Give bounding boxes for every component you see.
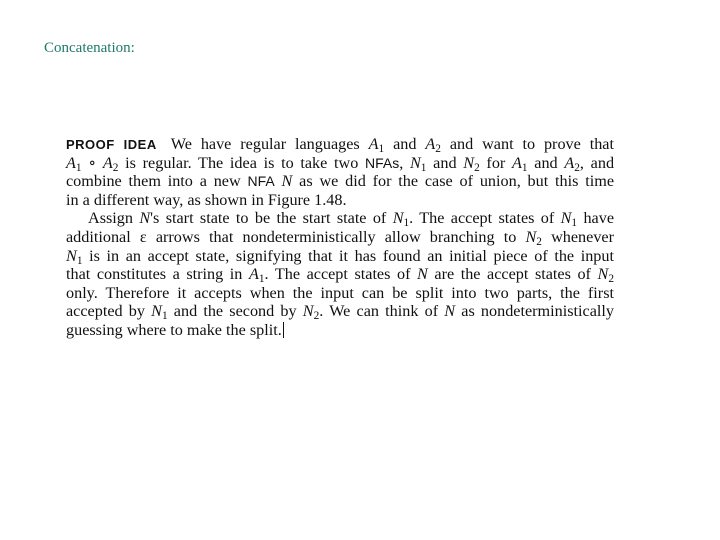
math-N: N [417,265,428,284]
subscript: 1 [75,161,82,174]
proof-idea-label: PROOF IDEA [66,137,157,152]
text: and want to prove that [440,135,614,153]
text-cursor [283,322,284,338]
text: only. Therefore it accepts when the input can be split into two parts, the first [66,283,614,302]
excerpt-line [66,321,614,340]
math-N: N [463,153,475,172]
text: , and [579,153,615,172]
text: Assign [88,209,140,228]
subscript: 2 [608,272,614,285]
text: additional ε arrows that nondeterministically allow branching to [66,227,526,246]
math-N: N [151,302,162,321]
subscript: 1 [76,254,83,267]
excerpt-line [66,228,614,247]
subscript: 1 [521,161,528,174]
math-N: N [281,172,293,191]
subscript: 1 [378,142,385,155]
text: in a different way, as shown in Figure 1.48. [66,190,347,209]
text: and [384,135,426,153]
slide-title: Concatenation: [44,40,135,56]
text: have [577,209,614,228]
text: . The accept states of [409,209,561,228]
math-N: N [66,246,77,265]
excerpt-line [66,209,614,228]
subscript: 2 [474,161,480,174]
text: and the second by [167,302,303,321]
math-A: A [368,135,379,153]
excerpt-line [66,265,614,284]
text: We have regular languages [170,135,369,153]
excerpt-line [66,302,614,321]
subscript: 1 [161,310,168,323]
text: . The accept states of [264,265,418,284]
nfa-term: NFA [247,173,275,190]
excerpt-line [66,154,614,173]
text: are the accept states of [427,265,598,284]
excerpt-line [66,172,614,191]
concat-operator: ∘ [81,153,103,172]
text: whenever [541,227,614,246]
subscript: 1 [420,161,427,174]
math-A: A [66,153,76,172]
text: for [479,153,513,172]
excerpt-line [66,247,614,266]
math-N: N [409,153,421,172]
subscript: 2 [536,235,542,248]
text: accepted by [66,302,152,321]
text: , [399,153,410,172]
math-A: A [102,153,113,172]
subscript: 2 [574,161,580,174]
math-N: N [525,227,537,246]
text: is regular. The idea is to take two [118,153,365,172]
math-A: A [248,265,259,284]
math-A: A [425,135,436,153]
math-N: N [560,209,572,228]
text: as nondeterministically [455,302,614,321]
text: . We can think of [319,302,445,321]
excerpt-line [66,191,614,210]
math-N: N [597,265,609,284]
math-N: N [444,302,456,321]
proof-idea-excerpt [66,135,614,340]
subscript: 2 [435,142,441,155]
excerpt-line [66,135,614,154]
text: and [527,153,565,172]
text: and [426,153,464,172]
text: that constitutes a string in [66,265,249,284]
math-N: N [139,209,151,228]
subscript: 1 [258,272,265,285]
text: as we did for the case of union, but this time [292,172,615,191]
text: is in an accept state, signifying that it has found an initial piece of the input [82,246,614,265]
subscript: 2 [112,161,119,174]
text: guessing where to make the split. [66,320,282,339]
excerpt-line [66,284,614,303]
subscript: 2 [313,310,320,323]
math-A: A [564,153,575,172]
math-N: N [302,302,314,321]
text: 's start state to be the start state of [150,209,393,228]
subscript: 1 [571,217,578,230]
text: combine them into a new [66,172,248,191]
nfa-term: NFAs [365,154,400,171]
math-N: N [392,209,404,228]
subscript: 1 [403,217,410,230]
math-A: A [512,153,522,172]
